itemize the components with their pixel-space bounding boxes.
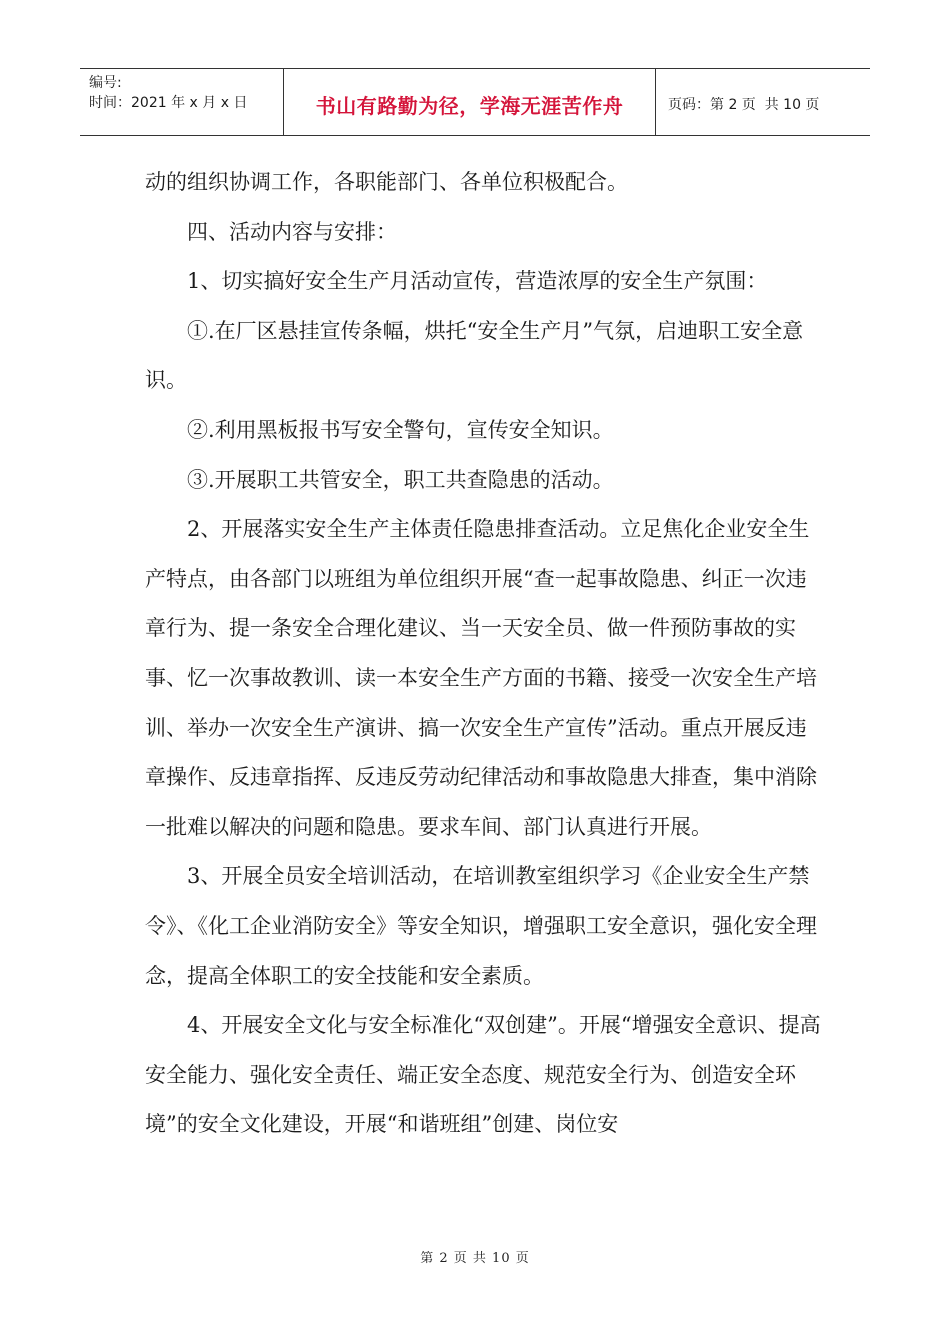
header-motto: 书山有路勤为径，学海无涯苦作舟 xyxy=(315,93,624,118)
paragraph: 动的组织协调工作，各职能部门、各单位积极配合。 xyxy=(145,170,628,194)
paragraph: 1、切实搞好安全生产月活动宣传，营造浓厚的安全生产氛围： xyxy=(187,269,768,294)
list-item: ③.开展职工共管安全，职工共查隐患的活动。 xyxy=(187,467,614,492)
header-meta xyxy=(80,69,284,135)
list-item: ①.在厂区悬挂宣传条幅，烘托“安全生产月”气氛，启迪职工安全意识。 xyxy=(145,318,804,393)
page-footer: 第 2 页 共 10 页 xyxy=(420,1251,530,1266)
header-page-info-cell xyxy=(656,69,870,135)
paragraph: 3、开展全员安全培训活动，在培训教室组织学习《企业安全生产禁令》、《化工企业消防安全》等安全知识，增强职工安全意识，强化安全理念，提高全体职工的安全技能和安全素质。 xyxy=(145,864,817,988)
list-item: ②.利用黑板报书写安全警句，宣传安全知识。 xyxy=(187,417,614,442)
header-motto-cell xyxy=(284,69,656,135)
document-date: 时间：2021 年 x 月 x 日 xyxy=(89,95,248,111)
document-header xyxy=(80,68,870,136)
document-number-label: 编号: xyxy=(89,75,122,91)
paragraph: 2、开展落实安全生产主体责任隐患排查活动。立足焦化企业安全生产特点，由各部门以班组为单位组织开展“查一起事故隐患、纠正一次违章行为、提一条安全合理化建议、当一天安全员、做一件预防事故的实事、忆一次事故教训、读一本安全生产方面的书籍、接受一次安全生产培训、举办一次安全生产演讲、搞一次安全生产宣传”活动。重点开展反违章操作、反违章指挥、反违反劳动纪律活动和事故隐患大排查，集中消除一批难以解决的问题和隐患。要求车间、部门认真进行开展。 xyxy=(145,517,817,839)
section-heading: 四、活动内容与安排： xyxy=(187,219,397,244)
document-body xyxy=(145,158,825,1150)
paragraph: 4、开展安全文化与安全标准化“双创建”。开展“增强安全意识、提高安全能力、强化安全责任、端正安全态度、规范安全行为、创造安全环境”的安全文化建设，开展“和谐班组”创建、岗位安 xyxy=(145,1013,821,1137)
header-page-info: 页码：第 2 页 共 10 页 xyxy=(668,97,820,113)
